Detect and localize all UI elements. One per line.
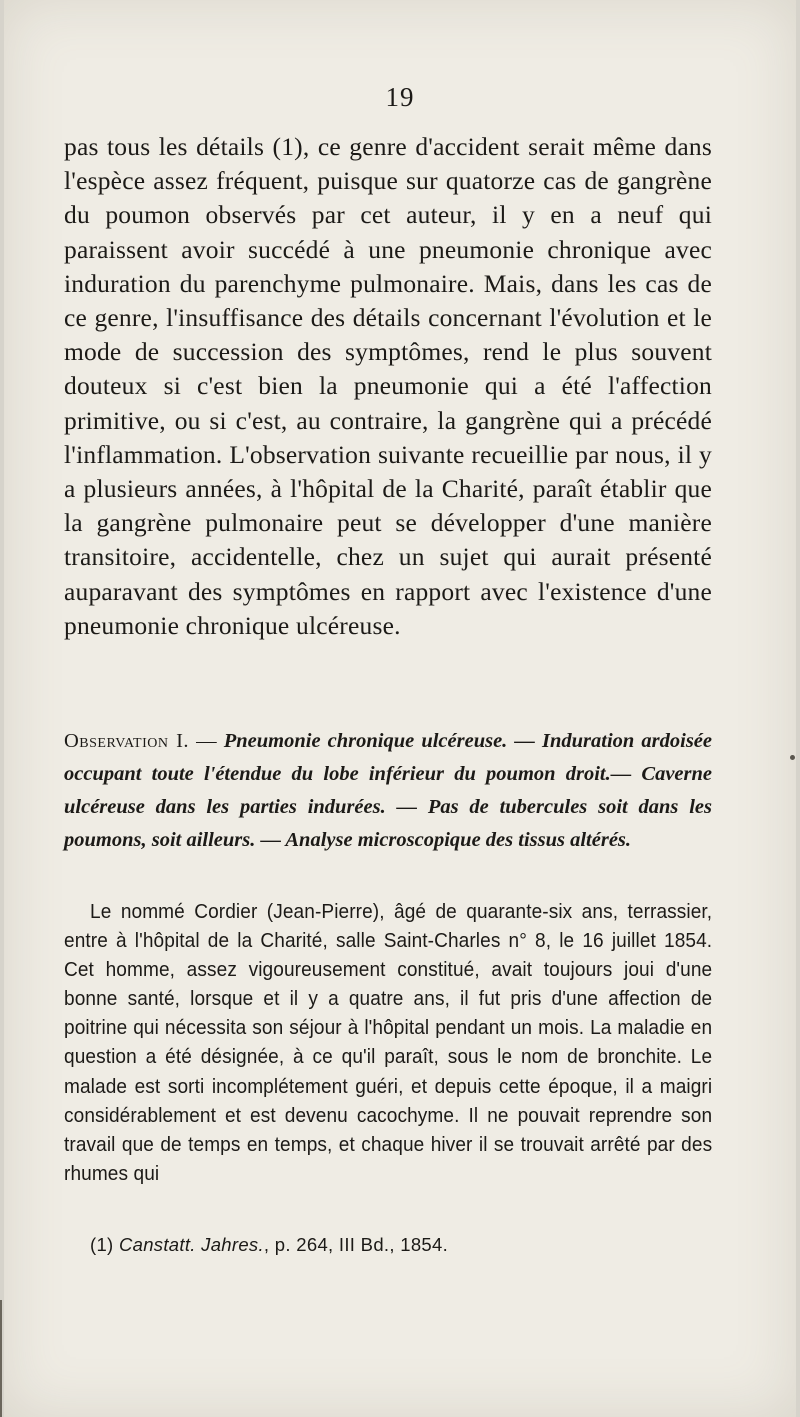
footnote	[90, 1234, 448, 1256]
observation-heading: Observation I.	[64, 730, 190, 752]
body-paragraph: pas tous les détails (1), ce genre d'accident serait même dans l'espèce assez fréquent, puisque sur quatorze cas de gangrène du poumon observés par cet auteur, il y en a neuf qui paraissent avoir succédé à une pneumonie chronique avec induration du parenchyme pulmonaire. Mais, dans les cas de ce genre, l'insuffisance des détails concernant l'évolution et le mode de succession des symptômes, rend le plus souvent douteux si c'est bien la pneumonie qui a été l'affection primitive, ou si c'est, au contraire, la gangrène qui a précédé l'inflammation. L'observation suivante recueillie par nous, il y a plusieurs années, à l'hôpital de la Charité, paraît établir que la gangrène pulmonaire peut se développer d'une manière transitoire, accidentelle, chez un sujet qui aurait présenté auparavant des symptômes en rapport avec l'existence d'une pneumonie chronique ulcéreuse.	[64, 132, 712, 640]
footnote-number: (1)	[90, 1234, 114, 1255]
observation-text: Le nommé Cordier (Jean-Pierre), âgé de quarante-six ans, terrassier, entre à l'hôpital de la Charité, salle Saint-Charles n° 8, le 16 juillet 1854. Cet homme, assez vigoureusement constitué, avait toujours joui d'une bonne santé, lorsque et il y a quatre ans, il fut pris d'une affection de poitrine qui nécessita son séjour à l'hôpital pendant un mois. La maladie en question a été désignée, à ce qu'il paraît, sous le nom de bronchite. Le malade est sorti incomplétement guéri, et depuis cette époque, il a maigri considérablement et est devenu cacochyme. Il ne pouvait reprendre son travail que de temps en temps, et chaque hiver il se trouvait arrêté par des rhumes qui	[64, 900, 713, 1185]
observation-header	[64, 725, 712, 857]
observation-dash: —	[189, 730, 224, 752]
binding-edge-line	[0, 1300, 2, 1417]
book-page	[4, 0, 796, 1417]
observation-title: Pneumonie chronique ulcéreuse. — Induration ardoisée occupant toute l'étendue du lobe inférieur du poumon droit.— Caverne ulcéreuse dans les parties indurées. — Pas de tubercules soit dans les poumons, soit ailleurs. — Analyse microscopique des tissus altérés.	[64, 730, 712, 851]
footnote-details: , p. 264, III Bd., 1854.	[263, 1234, 449, 1255]
ink-spot	[790, 755, 795, 760]
page-number: 19	[385, 82, 415, 112]
footnote-source: Canstatt. Jahres.	[118, 1234, 264, 1255]
